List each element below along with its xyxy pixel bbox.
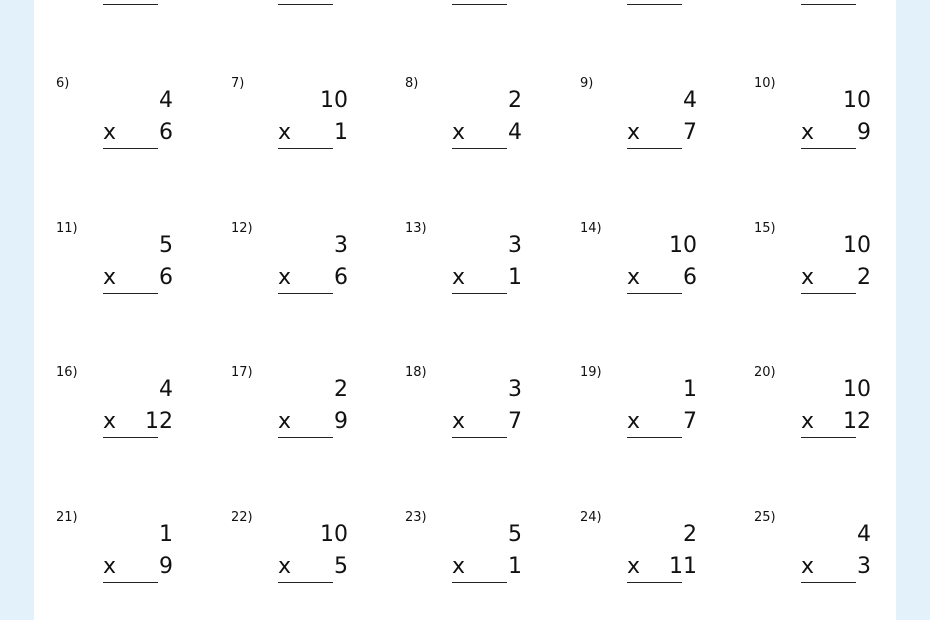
answer-line [452,293,507,294]
answer-line [627,148,682,149]
multiply-sign: x [452,265,466,290]
problem-number: 14) [580,221,602,236]
multiply-sign: x [452,120,466,145]
bottom-operand: 7 [683,409,697,434]
answer-line [452,4,507,5]
top-operand: 3 [508,377,522,402]
multiplication-problem [580,0,740,32]
multiplication-problem [405,510,565,610]
multiply-sign: x [627,265,641,290]
problem-number: 15) [754,221,776,236]
bottom-operand: 11 [669,554,697,579]
multiply-sign: x [103,409,117,434]
top-operand: 4 [857,522,871,547]
problem-number: 20) [754,365,776,380]
top-operand: 1 [159,522,173,547]
answer-line [627,293,682,294]
multiplication-problem [405,221,565,321]
multiplication-problem [580,510,740,610]
problem-number: 22) [231,510,253,525]
multiply-sign [452,0,465,2]
bottom-operand: 5 [334,554,348,579]
multiply-sign: x [452,554,466,579]
answer-line [801,148,856,149]
answer-line [627,582,682,583]
answer-line [452,148,507,149]
bottom-operand: 4 [508,120,522,145]
multiplication-problem [231,0,391,32]
answer-line [103,293,158,294]
answer-line [627,4,682,5]
bottom-operand: 1 [508,554,522,579]
multiplication-problem [754,76,914,176]
bottom-operand: 6 [159,120,173,145]
problem-number: 12) [231,221,253,236]
answer-line [278,148,333,149]
multiplication-problem [231,221,391,321]
answer-line [452,437,507,438]
top-operand: 2 [508,88,522,113]
problem-number: 24) [580,510,602,525]
multiplication-problem [56,76,216,176]
bottom-operand: 3 [857,554,871,579]
top-operand: 10 [320,522,348,547]
answer-line [278,582,333,583]
problem-number: 13) [405,221,427,236]
top-operand: 10 [843,233,871,258]
bottom-operand: 9 [159,554,173,579]
multiplication-problem [405,76,565,176]
multiply-sign [103,0,116,2]
bottom-operand: 1 [508,265,522,290]
multiply-sign: x [801,554,815,579]
multiply-sign: x [278,265,292,290]
bottom-operand: 6 [334,265,348,290]
answer-line [103,437,158,438]
multiplication-problem [580,365,740,465]
multiply-sign: x [278,120,292,145]
answer-line [801,437,856,438]
top-operand: 10 [320,88,348,113]
bottom-operand: 9 [334,409,348,434]
bottom-operand: 7 [508,409,522,434]
multiply-sign [801,0,814,2]
bottom-operand: 1 [334,120,348,145]
bottom-operand [857,0,871,2]
bottom-operand: 7 [683,120,697,145]
top-operand: 2 [683,522,697,547]
answer-line [278,4,333,5]
problem-number: 21) [56,510,78,525]
bottom-operand: 6 [159,265,173,290]
top-operand: 4 [159,377,173,402]
multiply-sign: x [801,409,815,434]
multiplication-problem [56,510,216,610]
answer-line [278,437,333,438]
problem-number: 11) [56,221,78,236]
top-operand: 4 [159,88,173,113]
problem-number: 19) [580,365,602,380]
answer-line [801,582,856,583]
multiplication-problem [754,221,914,321]
bottom-operand: 6 [683,265,697,290]
bottom-operand: 9 [857,120,871,145]
multiply-sign [278,0,291,2]
problem-number: 9) [580,76,594,91]
bottom-operand [508,0,522,2]
problem-number: 7) [231,76,245,91]
bottom-operand: 12 [843,409,871,434]
top-operand: 1 [683,377,697,402]
top-operand: 10 [669,233,697,258]
problem-number: 10) [754,76,776,91]
multiply-sign [627,0,640,2]
multiplication-problem [231,365,391,465]
bottom-operand: 2 [857,265,871,290]
multiply-sign: x [278,409,292,434]
bottom-operand [683,0,697,2]
answer-line [452,582,507,583]
problem-number: 17) [231,365,253,380]
multiply-sign: x [103,265,117,290]
problem-number: 18) [405,365,427,380]
worksheet-page [34,0,896,620]
top-operand: 10 [843,377,871,402]
multiplication-problem [754,365,914,465]
top-operand: 3 [334,233,348,258]
multiplication-problem [405,0,565,32]
problem-number: 23) [405,510,427,525]
multiply-sign: x [627,554,641,579]
answer-line [278,293,333,294]
multiplication-problem [56,0,216,32]
top-operand: 2 [334,377,348,402]
multiplication-problem [754,0,914,32]
top-operand: 5 [508,522,522,547]
multiply-sign: x [103,120,117,145]
problem-number: 6) [56,76,70,91]
top-operand: 3 [508,233,522,258]
problem-number: 8) [405,76,419,91]
bottom-operand [334,0,348,2]
multiply-sign: x [103,554,117,579]
answer-line [801,293,856,294]
multiply-sign: x [452,409,466,434]
bottom-operand [145,0,173,2]
multiply-sign: x [627,120,641,145]
multiply-sign: x [801,265,815,290]
top-operand: 4 [683,88,697,113]
multiplication-problem [231,510,391,610]
top-operand: 10 [843,88,871,113]
multiply-sign: x [627,409,641,434]
answer-line [103,148,158,149]
answer-line [103,582,158,583]
multiplication-problem [56,365,216,465]
answer-line [103,4,158,5]
multiplication-problem [405,365,565,465]
answer-line [801,4,856,5]
multiplication-problem [580,76,740,176]
multiply-sign: x [801,120,815,145]
multiply-sign: x [278,554,292,579]
top-operand: 5 [159,233,173,258]
answer-line [627,437,682,438]
multiplication-problem [56,221,216,321]
problem-number: 25) [754,510,776,525]
problem-number: 16) [56,365,78,380]
bottom-operand: 12 [145,409,173,434]
multiplication-problem [580,221,740,321]
multiplication-problem [754,510,914,610]
multiplication-problem [231,76,391,176]
